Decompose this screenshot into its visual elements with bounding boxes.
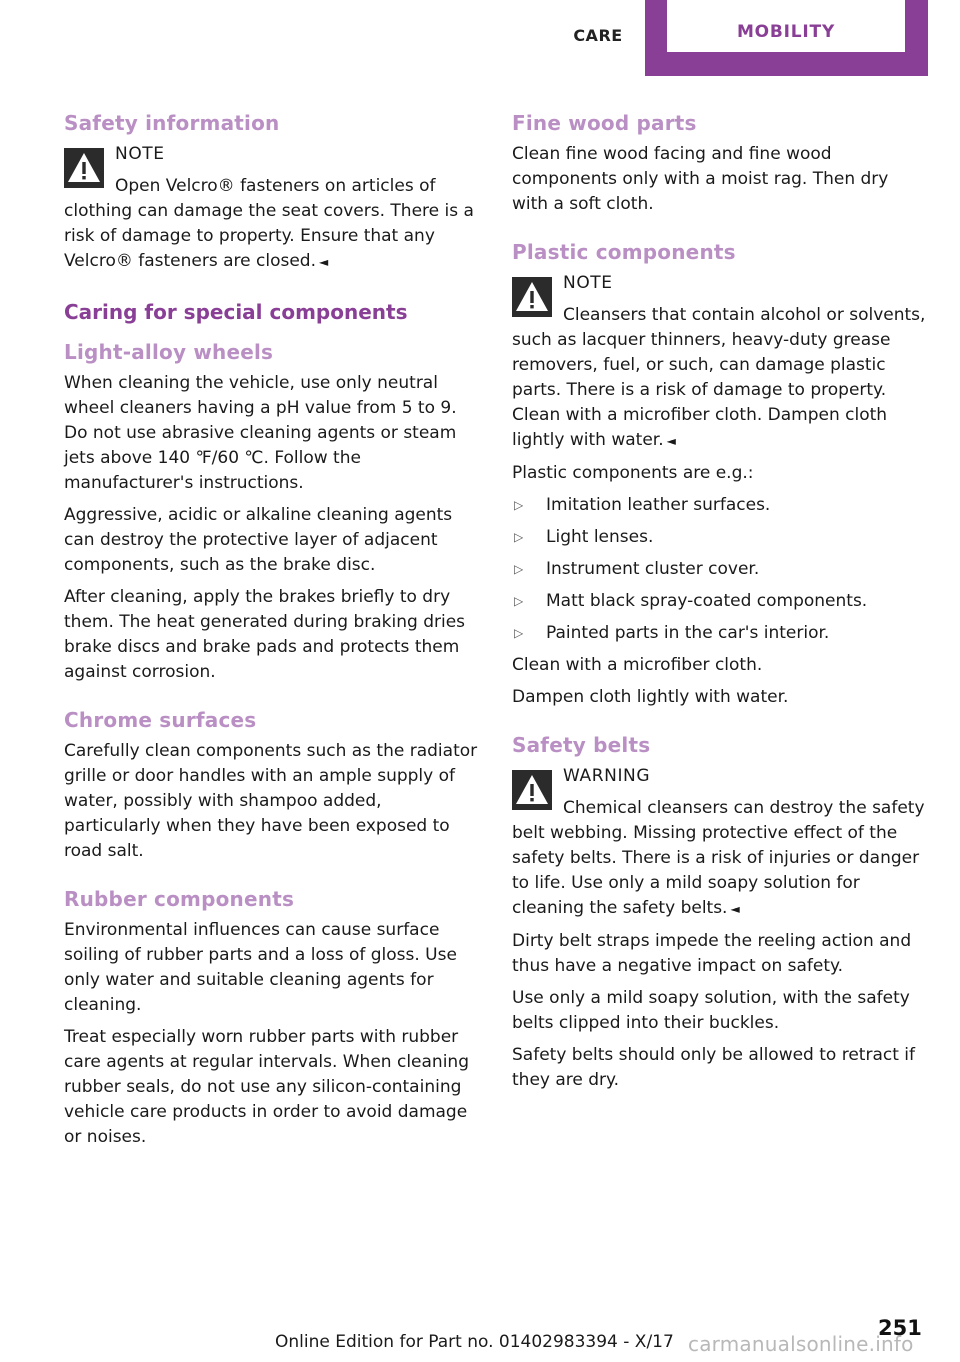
footer-edition: Online Edition for Part no. 01402983394 - X/17 bbox=[275, 1332, 674, 1352]
list-item-text: Imitation leather surfaces. bbox=[546, 495, 771, 515]
heading-chrome-surfaces: Chrome surfaces bbox=[64, 708, 257, 732]
list-item bbox=[512, 621, 928, 646]
paragraph: Safety belts should only be allowed to retract if they are dry. bbox=[512, 1045, 915, 1090]
paragraph: When cleaning the vehicle, use only neutral wheel cleaners having a pH value from 5 to 9. Do not use abrasive cleaning agents or steam jets above 140 ℉/60 ℃. Follow the manufacturer's instructions. bbox=[64, 373, 457, 493]
list-item-text: Matt black spray-coated components. bbox=[546, 591, 868, 611]
left-column bbox=[64, 108, 480, 1157]
paragraph: Clean with a microfiber cloth. bbox=[512, 655, 763, 675]
warning-keyword: WARNING bbox=[563, 766, 651, 786]
header-tab-mobility-label: MOBILITY bbox=[736, 22, 836, 42]
warning-triangle-icon bbox=[64, 148, 104, 188]
warning-first-line: Chemical cleansers can destroy the safety bbox=[563, 798, 925, 818]
note-text: clothing can damage the seat covers. There is a risk of damage to property. Ensure that any Velcro® fasteners are closed. bbox=[64, 201, 474, 271]
heading-caring-special-components: Caring for special components bbox=[64, 300, 408, 324]
heading-safety-information: Safety information bbox=[64, 111, 280, 135]
list-item-text: Light lenses. bbox=[546, 527, 654, 547]
end-mark: ◄ bbox=[730, 902, 740, 916]
list-item-text: Instrument cluster cover. bbox=[546, 559, 760, 579]
paragraph: Carefully clean components such as the radiator grille or door handles with an ample supply of water, possibly with shampoo added, particularly when they have been exposed to road salt. bbox=[64, 741, 478, 861]
note-first-line: Open Velcro® fasteners on articles of bbox=[115, 176, 436, 196]
bullet-triangle-icon: ▷ bbox=[514, 498, 524, 512]
paragraph: Dirty belt straps impede the reeling action and thus have a negative impact on safety. bbox=[512, 931, 912, 976]
note-plastic bbox=[512, 271, 928, 454]
warning-text: belt webbing. Missing protective effect of the safety belts. There is a risk of injuries or danger to life. Use only a mild soapy solution for cleaning the safety belts. bbox=[512, 823, 920, 918]
paragraph: Use only a mild soapy solution, with the safety belts clipped into their buckles. bbox=[512, 988, 910, 1033]
paragraph: Aggressive, acidic or alkaline cleaning agents can destroy the protective layer of adjacent components, such as the brake disc. bbox=[64, 505, 453, 575]
header-tab-inner bbox=[667, 0, 905, 52]
list-item bbox=[512, 589, 928, 614]
paragraph: Environmental influences can cause surface soiling of rubber parts and a loss of gloss. Use only water and suitable cleaning agents for cleaning. bbox=[64, 920, 457, 1015]
warning-triangle-icon bbox=[512, 770, 552, 810]
list-item bbox=[512, 557, 928, 582]
note-velcro bbox=[64, 142, 480, 275]
page-number: 251 bbox=[878, 1316, 922, 1340]
list-item bbox=[512, 525, 928, 550]
note-first-line: Cleansers that contain alcohol or solvents, bbox=[563, 305, 926, 325]
paragraph: Clean fine wood facing and fine wood components only with a moist rag. Then dry with a soft cloth. bbox=[512, 144, 889, 214]
paragraph: Plastic components are e.g.: bbox=[512, 463, 754, 483]
warning-safety-belts bbox=[512, 764, 928, 922]
heading-plastic-components: Plastic components bbox=[512, 240, 736, 264]
end-mark: ◄ bbox=[319, 255, 329, 269]
plastic-components-list bbox=[512, 493, 928, 646]
list-item bbox=[512, 493, 928, 518]
end-mark: ◄ bbox=[666, 434, 676, 448]
heading-light-alloy-wheels: Light-alloy wheels bbox=[64, 340, 274, 364]
header-section-care: CARE bbox=[573, 26, 623, 45]
bullet-triangle-icon: ▷ bbox=[514, 626, 524, 640]
heading-fine-wood-parts: Fine wood parts bbox=[512, 111, 697, 135]
paragraph: Dampen cloth lightly with water. bbox=[512, 687, 789, 707]
heading-safety-belts: Safety belts bbox=[512, 733, 651, 757]
bullet-triangle-icon: ▷ bbox=[514, 562, 524, 576]
bullet-triangle-icon: ▷ bbox=[514, 530, 524, 544]
bullet-triangle-icon: ▷ bbox=[514, 594, 524, 608]
list-item-text: Painted parts in the car's interior. bbox=[546, 623, 830, 643]
paragraph: Treat especially worn rubber parts with rubber care agents at regular intervals. When cleaning rubber seals, do not use any silicon-containing vehicle care products in order to avoid damage or noises. bbox=[64, 1027, 469, 1147]
heading-rubber-components: Rubber components bbox=[64, 887, 295, 911]
note-keyword: NOTE bbox=[115, 144, 165, 164]
note-text: such as lacquer thinners, heavy-duty grease removers, fuel, or such, can damage plastic parts. There is a risk of damage to property. Clean with a microfiber cloth. Dampen cloth lightly with water. bbox=[512, 330, 891, 450]
paragraph: After cleaning, apply the brakes briefly to dry them. The heat generated during braking dries brake discs and brake pads and protects them against corrosion. bbox=[64, 587, 466, 682]
right-column bbox=[512, 108, 928, 1100]
note-keyword: NOTE bbox=[563, 273, 613, 293]
watermark-text: carmanualsonline.info bbox=[688, 1332, 914, 1356]
warning-triangle-icon bbox=[512, 277, 552, 317]
header-tab-mobility bbox=[645, 0, 928, 76]
